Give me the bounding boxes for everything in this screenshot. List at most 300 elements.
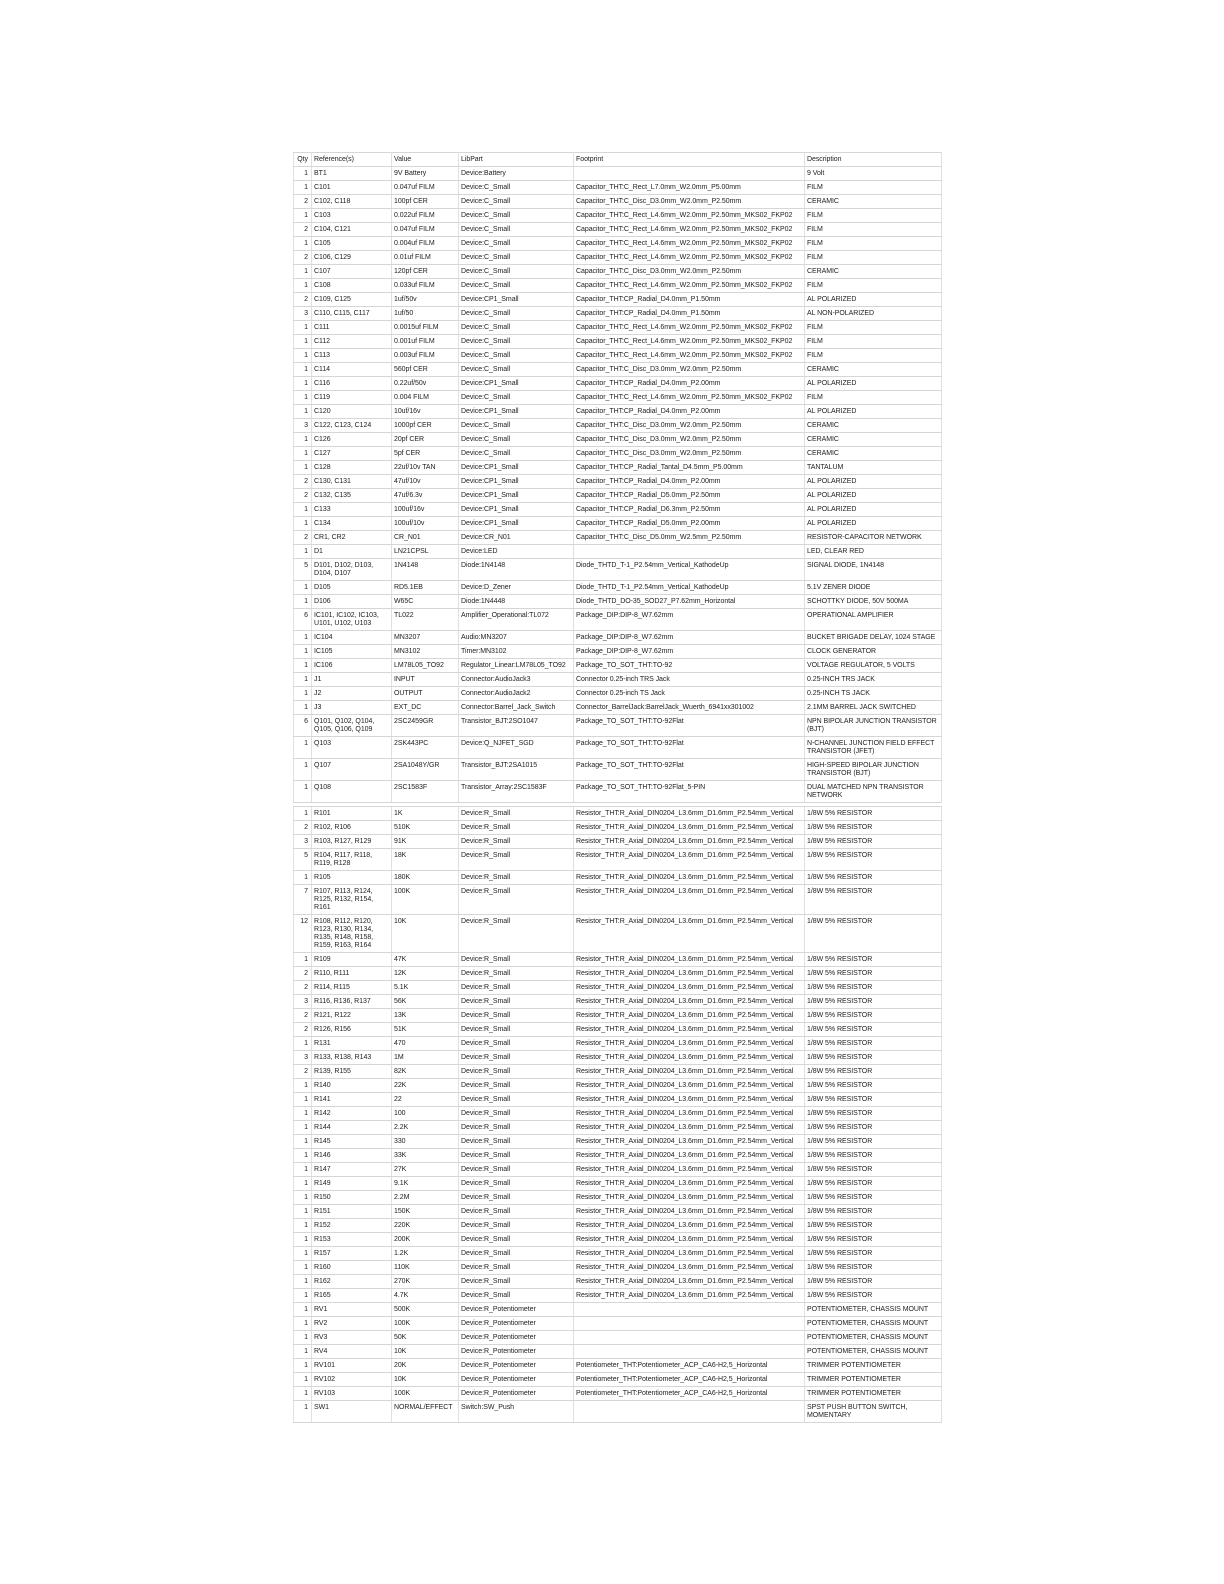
cell-footprint: Resistor_THT:R_Axial_DIN0204_L3.6mm_D1.6mm_P2.54mm_Vertical [574,807,805,821]
cell-description: 1/8W 5% RESISTOR [805,1247,942,1261]
cell-libpart: Device:R_Small [459,1023,574,1037]
cell-description: 1/8W 5% RESISTOR [805,1121,942,1135]
cell-reference: RV101 [312,1359,392,1373]
cell-libpart: Device:R_Small [459,1037,574,1051]
cell-qty: 1 [294,391,312,405]
cell-footprint: Capacitor_THT:CP_Radial_D6.3mm_P2.50mm [574,503,805,517]
cell-footprint: Capacitor_THT:CP_Radial_D4.0mm_P1.50mm [574,293,805,307]
cell-footprint: Package_DIP:DIP-8_W7.62mm [574,645,805,659]
cell-qty: 1 [294,265,312,279]
cell-description: 1/8W 5% RESISTOR [805,1135,942,1149]
cell-footprint: Capacitor_THT:CP_Radial_D4.0mm_P1.50mm [574,307,805,321]
cell-value: 0.004 FILM [392,391,459,405]
header-description: Description [805,153,942,167]
cell-footprint: Package_TO_SOT_THT:TO-92Flat_5-PIN [574,781,805,803]
cell-footprint [574,1401,805,1423]
cell-libpart: Device:R_Small [459,1233,574,1247]
cell-value: 0.033uf FILM [392,279,459,293]
cell-libpart: Device:CP1_Small [459,405,574,419]
cell-qty: 2 [294,223,312,237]
cell-value: 0.004uf FILM [392,237,459,251]
cell-qty: 1 [294,687,312,701]
cell-description: 1/8W 5% RESISTOR [805,1219,942,1233]
cell-reference: Q108 [312,781,392,803]
cell-description: 1/8W 5% RESISTOR [805,807,942,821]
cell-reference: RV1 [312,1303,392,1317]
cell-description: NPN BIPOLAR JUNCTION TRANSISTOR (BJT) [805,715,942,737]
cell-footprint: Resistor_THT:R_Axial_DIN0204_L3.6mm_D1.6mm_P2.54mm_Vertical [574,1163,805,1177]
cell-libpart: Device:C_Small [459,209,574,223]
cell-footprint [574,1331,805,1345]
cell-qty: 6 [294,715,312,737]
table-row [294,1135,942,1149]
cell-libpart: Device:C_Small [459,391,574,405]
cell-reference: D1 [312,545,392,559]
table-row [294,645,942,659]
cell-qty: 1 [294,1177,312,1191]
cell-reference: R162 [312,1275,392,1289]
cell-reference: R109 [312,953,392,967]
table-row [294,545,942,559]
cell-footprint: Potentiometer_THT:Potentiometer_ACP_CA6-H2,5_Horizontal [574,1373,805,1387]
cell-libpart: Device:R_Small [459,807,574,821]
cell-libpart: Device:C_Small [459,265,574,279]
table-row [294,531,942,545]
cell-description: POTENTIOMETER, CHASSIS MOUNT [805,1303,942,1317]
cell-libpart: Device:C_Small [459,321,574,335]
cell-footprint: Capacitor_THT:C_Disc_D3.0mm_W2.0mm_P2.50mm [574,265,805,279]
cell-description: 1/8W 5% RESISTOR [805,871,942,885]
cell-footprint: Capacitor_THT:C_Disc_D3.0mm_W2.0mm_P2.50mm [574,195,805,209]
cell-libpart: Device:R_Small [459,1149,574,1163]
cell-description: FILM [805,391,942,405]
cell-qty: 1 [294,1233,312,1247]
cell-value: 20pf CER [392,433,459,447]
cell-footprint: Resistor_THT:R_Axial_DIN0204_L3.6mm_D1.6mm_P2.54mm_Vertical [574,1009,805,1023]
cell-description: LED, CLEAR RED [805,545,942,559]
cell-footprint: Resistor_THT:R_Axial_DIN0204_L3.6mm_D1.6mm_P2.54mm_Vertical [574,871,805,885]
table-row [294,1163,942,1177]
cell-description: 1/8W 5% RESISTOR [805,1163,942,1177]
table-row [294,517,942,531]
table-row [294,849,942,871]
cell-reference: R142 [312,1107,392,1121]
cell-qty: 2 [294,293,312,307]
cell-footprint: Resistor_THT:R_Axial_DIN0204_L3.6mm_D1.6mm_P2.54mm_Vertical [574,1079,805,1093]
cell-description: CERAMIC [805,265,942,279]
cell-reference: C105 [312,237,392,251]
cell-libpart: Connector:AudioJack2 [459,687,574,701]
cell-value: 9V Battery [392,167,459,181]
cell-value: LN21CPSL [392,545,459,559]
cell-libpart: Device:CP1_Small [459,293,574,307]
cell-value: 200K [392,1233,459,1247]
cell-reference: C111 [312,321,392,335]
cell-description: CERAMIC [805,363,942,377]
cell-qty: 2 [294,251,312,265]
cell-libpart: Device:CR_N01 [459,531,574,545]
cell-libpart: Device:C_Small [459,307,574,321]
cell-qty: 1 [294,405,312,419]
table-row [294,265,942,279]
cell-qty: 3 [294,835,312,849]
cell-qty: 1 [294,167,312,181]
cell-reference: D105 [312,581,392,595]
cell-libpart: Device:C_Small [459,447,574,461]
cell-value: 100K [392,1387,459,1401]
cell-description: 1/8W 5% RESISTOR [805,1037,942,1051]
cell-description: 1/8W 5% RESISTOR [805,967,942,981]
cell-reference: C116 [312,377,392,391]
cell-footprint: Capacitor_THT:C_Rect_L4.6mm_W2.0mm_P2.50mm_MKS02_FKP02 [574,279,805,293]
cell-description: FILM [805,181,942,195]
cell-reference: C126 [312,433,392,447]
cell-footprint: Resistor_THT:R_Axial_DIN0204_L3.6mm_D1.6mm_P2.54mm_Vertical [574,1149,805,1163]
cell-qty: 1 [294,1275,312,1289]
cell-footprint: Resistor_THT:R_Axial_DIN0204_L3.6mm_D1.6mm_P2.54mm_Vertical [574,835,805,849]
cell-libpart: Device:CP1_Small [459,489,574,503]
cell-qty: 1 [294,645,312,659]
cell-footprint: Resistor_THT:R_Axial_DIN0204_L3.6mm_D1.6mm_P2.54mm_Vertical [574,885,805,915]
cell-value: 100K [392,885,459,915]
cell-value: MN3102 [392,645,459,659]
cell-reference: J3 [312,701,392,715]
cell-description: CERAMIC [805,195,942,209]
cell-qty: 5 [294,559,312,581]
table-row [294,475,942,489]
cell-description: AL NON-POLARIZED [805,307,942,321]
cell-value: 0.047uf FILM [392,223,459,237]
cell-reference: RV3 [312,1331,392,1345]
table-row [294,885,942,915]
cell-libpart: Device:R_Small [459,1009,574,1023]
cell-libpart: Device:C_Small [459,195,574,209]
cell-footprint: Capacitor_THT:C_Rect_L4.6mm_W2.0mm_P2.50mm_MKS02_FKP02 [574,209,805,223]
cell-description: HIGH-SPEED BIPOLAR JUNCTION TRANSISTOR (BJT) [805,759,942,781]
cell-description: CERAMIC [805,419,942,433]
cell-value: 5.1K [392,981,459,995]
cell-value: LM78L05_TO92 [392,659,459,673]
cell-reference: R144 [312,1121,392,1135]
table-row [294,209,942,223]
cell-value: 2SC1583F [392,781,459,803]
cell-libpart: Device:R_Small [459,1205,574,1219]
cell-footprint: Capacitor_THT:CP_Radial_D4.0mm_P2.00mm [574,475,805,489]
cell-reference: C134 [312,517,392,531]
cell-libpart: Transistor_Array:2SC1583F [459,781,574,803]
cell-footprint [574,1317,805,1331]
cell-value: 120pf CER [392,265,459,279]
cell-footprint: Resistor_THT:R_Axial_DIN0204_L3.6mm_D1.6mm_P2.54mm_Vertical [574,1093,805,1107]
cell-libpart: Device:R_Small [459,915,574,953]
cell-footprint: Resistor_THT:R_Axial_DIN0204_L3.6mm_D1.6mm_P2.54mm_Vertical [574,1261,805,1275]
cell-description: AL POLARIZED [805,377,942,391]
cell-qty: 1 [294,461,312,475]
cell-libpart: Device:R_Small [459,1275,574,1289]
cell-footprint: Resistor_THT:R_Axial_DIN0204_L3.6mm_D1.6mm_P2.54mm_Vertical [574,821,805,835]
cell-description: AL POLARIZED [805,405,942,419]
cell-qty: 1 [294,581,312,595]
table-row [294,871,942,885]
cell-value: 270K [392,1275,459,1289]
cell-footprint: Potentiometer_THT:Potentiometer_ACP_CA6-H2,5_Horizontal [574,1387,805,1401]
cell-description: AL POLARIZED [805,489,942,503]
table-row [294,1401,942,1423]
cell-description: CERAMIC [805,433,942,447]
cell-reference: R160 [312,1261,392,1275]
bom-table [293,152,942,1423]
cell-value: 0.047uf FILM [392,181,459,195]
cell-value: 91K [392,835,459,849]
table-row [294,391,942,405]
cell-description: POTENTIOMETER, CHASSIS MOUNT [805,1317,942,1331]
table-row [294,405,942,419]
bom-body [294,167,942,1423]
table-row [294,321,942,335]
cell-qty: 2 [294,981,312,995]
cell-description: TRIMMER POTENTIOMETER [805,1359,942,1373]
cell-reference: R147 [312,1163,392,1177]
header-value: Value [392,153,459,167]
cell-description: 1/8W 5% RESISTOR [805,821,942,835]
cell-libpart: Device:R_Small [459,981,574,995]
cell-libpart: Device:CP1_Small [459,461,574,475]
table-row [294,195,942,209]
table-row [294,595,942,609]
cell-libpart: Device:R_Small [459,1261,574,1275]
table-row [294,237,942,251]
cell-qty: 1 [294,1261,312,1275]
cell-reference: C122, C123, C124 [312,419,392,433]
cell-reference: R114, R115 [312,981,392,995]
cell-value: 33K [392,1149,459,1163]
cell-qty: 1 [294,701,312,715]
cell-qty: 1 [294,433,312,447]
table-row [294,1387,942,1401]
cell-description: 1/8W 5% RESISTOR [805,1051,942,1065]
table-row [294,1303,942,1317]
cell-libpart: Device:C_Small [459,251,574,265]
cell-value: 0.022uf FILM [392,209,459,223]
cell-description: 5.1V ZENER DIODE [805,581,942,595]
cell-footprint: Resistor_THT:R_Axial_DIN0204_L3.6mm_D1.6mm_P2.54mm_Vertical [574,1107,805,1121]
cell-footprint [574,167,805,181]
cell-description: CLOCK GENERATOR [805,645,942,659]
cell-reference: C104, C121 [312,223,392,237]
table-row [294,223,942,237]
cell-description: 1/8W 5% RESISTOR [805,1093,942,1107]
cell-reference: C133 [312,503,392,517]
cell-qty: 1 [294,807,312,821]
cell-value: 9.1K [392,1177,459,1191]
table-row [294,631,942,645]
cell-qty: 1 [294,363,312,377]
cell-value: 100pf CER [392,195,459,209]
table-row [294,503,942,517]
cell-libpart: Device:R_Small [459,1163,574,1177]
cell-libpart: Device:C_Small [459,433,574,447]
cell-footprint: Capacitor_THT:C_Disc_D3.0mm_W2.0mm_P2.50mm [574,433,805,447]
cell-value: NORMAL/EFFECT [392,1401,459,1423]
cell-description: TRIMMER POTENTIOMETER [805,1387,942,1401]
table-row [294,1065,942,1079]
cell-footprint: Diode_THTD_T-1_P2.54mm_Vertical_KathodeUp [574,559,805,581]
table-row [294,737,942,759]
cell-qty: 1 [294,871,312,885]
cell-libpart: Device:C_Small [459,237,574,251]
cell-footprint: Diode_THTD_T-1_P2.54mm_Vertical_KathodeUp [574,581,805,595]
cell-qty: 1 [294,517,312,531]
cell-value: RD5.1EB [392,581,459,595]
table-row [294,1093,942,1107]
cell-reference: C110, C115, C117 [312,307,392,321]
cell-qty: 1 [294,377,312,391]
cell-value: 1uf/50v [392,293,459,307]
cell-qty: 1 [294,1191,312,1205]
cell-footprint [574,1303,805,1317]
cell-libpart: Device:D_Zener [459,581,574,595]
cell-value: 20K [392,1359,459,1373]
cell-qty: 1 [294,1387,312,1401]
cell-libpart: Device:C_Small [459,279,574,293]
cell-reference: J2 [312,687,392,701]
cell-description: TANTALUM [805,461,942,475]
cell-reference: R145 [312,1135,392,1149]
cell-reference: R153 [312,1233,392,1247]
cell-description: POTENTIOMETER, CHASSIS MOUNT [805,1345,942,1359]
table-row [294,1331,942,1345]
cell-footprint: Resistor_THT:R_Axial_DIN0204_L3.6mm_D1.6mm_P2.54mm_Vertical [574,995,805,1009]
cell-libpart: Device:Battery [459,167,574,181]
cell-qty: 2 [294,489,312,503]
cell-qty: 1 [294,1401,312,1423]
cell-value: 10K [392,1345,459,1359]
cell-qty: 1 [294,1163,312,1177]
table-row [294,433,942,447]
cell-description: 1/8W 5% RESISTOR [805,915,942,953]
cell-value: 50K [392,1331,459,1345]
cell-reference: C119 [312,391,392,405]
table-row [294,447,942,461]
cell-description: FILM [805,251,942,265]
cell-libpart: Device:R_Small [459,1247,574,1261]
cell-value: 27K [392,1163,459,1177]
cell-reference: IC101, IC102, IC103, U101, U102, U103 [312,609,392,631]
cell-reference: D106 [312,595,392,609]
cell-footprint [574,545,805,559]
cell-reference: R141 [312,1093,392,1107]
table-row [294,1149,942,1163]
cell-qty: 1 [294,953,312,967]
cell-reference: R149 [312,1177,392,1191]
cell-value: 47K [392,953,459,967]
cell-value: TL022 [392,609,459,631]
header-row [294,153,942,167]
cell-description: BUCKET BRIGADE DELAY, 1024 STAGE [805,631,942,645]
cell-libpart: Device:R_Small [459,1135,574,1149]
cell-description: 1/8W 5% RESISTOR [805,953,942,967]
header-libpart: LibPart [459,153,574,167]
cell-footprint: Resistor_THT:R_Axial_DIN0204_L3.6mm_D1.6mm_P2.54mm_Vertical [574,1247,805,1261]
cell-qty: 2 [294,531,312,545]
cell-reference: C109, C125 [312,293,392,307]
table-row [294,807,942,821]
cell-reference: R146 [312,1149,392,1163]
cell-libpart: Device:R_Small [459,1107,574,1121]
cell-footprint: Package_TO_SOT_THT:TO-92Flat [574,715,805,737]
cell-description: N-CHANNEL JUNCTION FIELD EFFECT TRANSISTOR (JFET) [805,737,942,759]
cell-footprint: Package_DIP:DIP-8_W7.62mm [574,631,805,645]
cell-reference: R151 [312,1205,392,1219]
table-row [294,349,942,363]
cell-libpart: Device:C_Small [459,181,574,195]
table-row [294,1233,942,1247]
cell-description: FILM [805,223,942,237]
cell-value: 100 [392,1107,459,1121]
cell-reference: C114 [312,363,392,377]
cell-libpart: Device:CP1_Small [459,517,574,531]
cell-qty: 1 [294,1121,312,1135]
cell-value: 0.01uf FILM [392,251,459,265]
cell-reference: C102, C118 [312,195,392,209]
cell-reference: RV103 [312,1387,392,1401]
cell-value: W65C [392,595,459,609]
cell-value: 82K [392,1065,459,1079]
cell-libpart: Device:C_Small [459,363,574,377]
cell-libpart: Device:R_Potentiometer [459,1345,574,1359]
table-row [294,1261,942,1275]
table-row [294,687,942,701]
cell-footprint: Package_TO_SOT_THT:TO-92Flat [574,737,805,759]
table-row [294,715,942,737]
cell-value: 150K [392,1205,459,1219]
cell-reference: C112 [312,335,392,349]
cell-reference: R165 [312,1289,392,1303]
cell-value: 1N4148 [392,559,459,581]
cell-libpart: Device:R_Small [459,885,574,915]
cell-qty: 1 [294,349,312,363]
cell-libpart: Device:R_Small [459,1051,574,1065]
table-row [294,821,942,835]
cell-reference: R152 [312,1219,392,1233]
cell-footprint: Resistor_THT:R_Axial_DIN0204_L3.6mm_D1.6mm_P2.54mm_Vertical [574,1289,805,1303]
cell-description: 1/8W 5% RESISTOR [805,981,942,995]
cell-value: 51K [392,1023,459,1037]
cell-reference: CR1, CR2 [312,531,392,545]
cell-description: OPERATIONAL AMPLIFIER [805,609,942,631]
cell-reference: Q107 [312,759,392,781]
cell-qty: 1 [294,335,312,349]
cell-qty: 3 [294,995,312,1009]
cell-reference: IC105 [312,645,392,659]
table-row [294,1345,942,1359]
table-row [294,701,942,715]
cell-description: 1/8W 5% RESISTOR [805,1261,942,1275]
cell-footprint: Capacitor_THT:C_Rect_L4.6mm_W2.0mm_P2.50mm_MKS02_FKP02 [574,349,805,363]
cell-qty: 3 [294,419,312,433]
cell-value: 22 [392,1093,459,1107]
cell-value: 0.22uf/50v [392,377,459,391]
cell-footprint: Capacitor_THT:CP_Radial_D5.0mm_P2.00mm [574,517,805,531]
cell-footprint: Resistor_THT:R_Axial_DIN0204_L3.6mm_D1.6mm_P2.54mm_Vertical [574,1219,805,1233]
cell-reference: R133, R138, R143 [312,1051,392,1065]
cell-reference: R110, R111 [312,967,392,981]
table-row [294,1247,942,1261]
cell-description: FILM [805,349,942,363]
cell-description: 2.1MM BARREL JACK SWITCHED [805,701,942,715]
cell-description: FILM [805,237,942,251]
cell-footprint: Resistor_THT:R_Axial_DIN0204_L3.6mm_D1.6mm_P2.54mm_Vertical [574,915,805,953]
